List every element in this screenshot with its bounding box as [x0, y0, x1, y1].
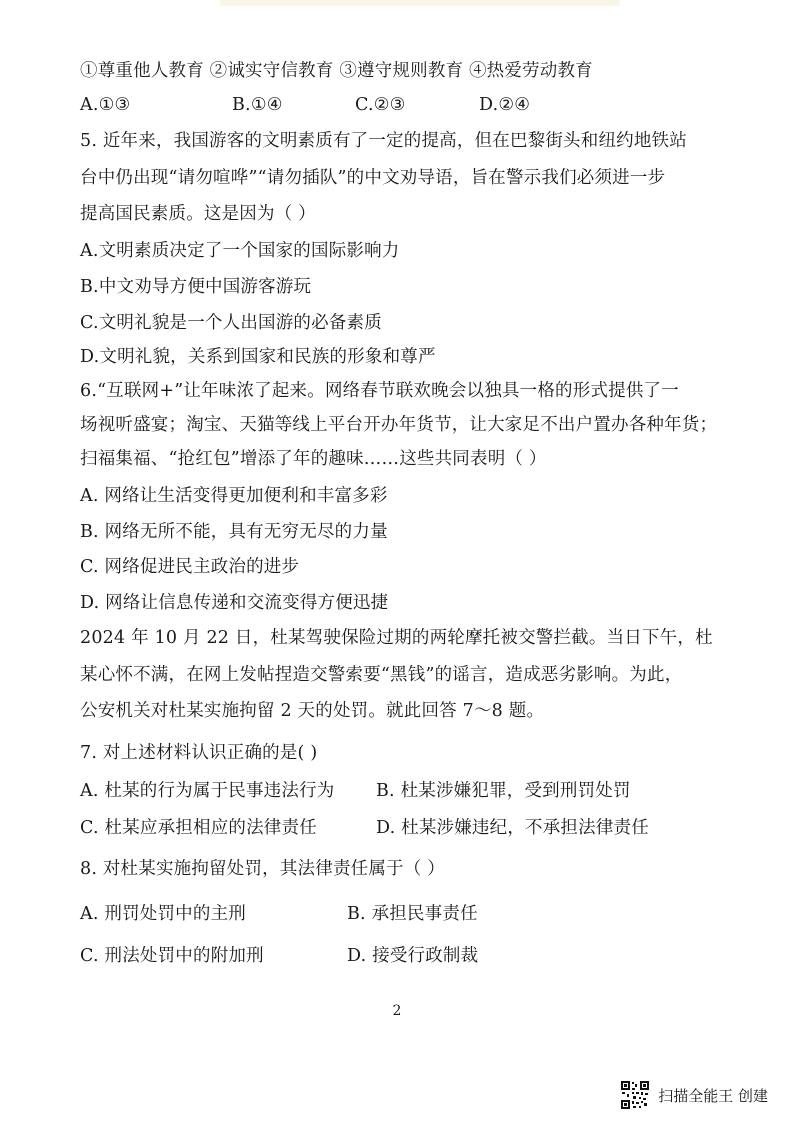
q4-option-a: A.①③ — [80, 95, 131, 115]
watermark-text: 扫描全能王 创建 — [658, 1086, 768, 1105]
q7-option-c: C. 杜某应承担相应的法律责任 — [80, 818, 317, 838]
q8-option-a: A. 刑罚处罚中的主刑 — [80, 904, 246, 924]
q6-option-b: B. 网络无所不能，具有无穷无尽的力量 — [80, 522, 388, 542]
q7-stem: 7. 对上述材料认识正确的是( ) — [80, 743, 318, 763]
q5-option-b: B.中文劝导方便中国游客游玩 — [80, 277, 312, 297]
q5-stem-line-2: 台中仍出现“请勿喧哗”“请勿插队”的中文劝导语，旨在警示我们必须进一步 — [80, 168, 666, 188]
q8-option-b: B. 承担民事责任 — [347, 904, 478, 924]
q8-option-c: C. 刑法处罚中的附加刑 — [80, 946, 264, 966]
material-line-2: 某心怀不满，在网上发帖捏造交警索要“黑钱”的谣言，造成恶劣影响。为此， — [80, 665, 683, 685]
material-line-1: 2024 年 10 月 22 日，杜某驾驶保险过期的两轮摩托被交警拦截。当日下午，杜 — [80, 628, 713, 648]
q7-option-a: A. 杜某的行为属于民事违法行为 — [80, 781, 335, 801]
q5-option-c: C.文明礼貌是一个人出国游的必备素质 — [80, 313, 382, 333]
q6-stem-line-1: 6.“互联网+”让年味浓了起来。网络春节联欢晚会以独具一格的形式提供了一 — [80, 381, 679, 401]
q7-option-d: D. 杜某涉嫌违纪，不承担法律责任 — [376, 818, 649, 838]
scanner-watermark — [620, 1080, 768, 1110]
q7-option-b: B. 杜某涉嫌犯罪，受到刑罚处罚 — [376, 781, 631, 801]
q6-stem-line-3: 扫福集福、“抢红包”增添了年的趣味……这些共同表明（ ） — [80, 449, 547, 469]
scan-top-band — [220, 0, 620, 6]
q5-stem-line-3: 提高国民素质。这是因为（ ） — [80, 204, 316, 224]
q6-option-c: C. 网络促进民主政治的进步 — [80, 557, 300, 577]
q5-option-d: D.文明礼貌，关系到国家和民族的形象和尊严 — [80, 347, 436, 367]
q6-option-a: A. 网络让生活变得更加便利和丰富多彩 — [80, 486, 388, 506]
q4-items-line: ①尊重他人教育 ②诚实守信教育 ③遵守规则教育 ④热爱劳动教育 — [80, 61, 593, 81]
q4-option-b: B.①④ — [232, 95, 283, 115]
q6-option-d: D. 网络让信息传递和交流变得方便迅捷 — [80, 593, 389, 613]
material-line-3: 公安机关对杜某实施拘留 2 天的处罚。就此回答 7～8 题。 — [80, 701, 545, 721]
q5-option-a: A.文明素质决定了一个国家的国际影响力 — [80, 241, 400, 261]
q6-stem-line-2: 场视听盛宴；淘宝、天猫等线上平台开办年货节，让大家足不出户置办各种年货； — [80, 415, 718, 435]
q4-option-d: D.②④ — [479, 95, 531, 115]
q8-stem: 8. 对杜某实施拘留处罚，其法律责任属于（ ） — [80, 859, 445, 879]
q5-stem-line-1: 5. 近年来，我国游客的文明素质有了一定的提高，但在巴黎街头和纽约地铁站 — [80, 131, 687, 151]
qr-code-icon — [620, 1080, 650, 1110]
page-number: 2 — [392, 1003, 402, 1019]
q8-option-d: D. 接受行政制裁 — [347, 946, 479, 966]
q4-option-c: C.②③ — [355, 95, 406, 115]
